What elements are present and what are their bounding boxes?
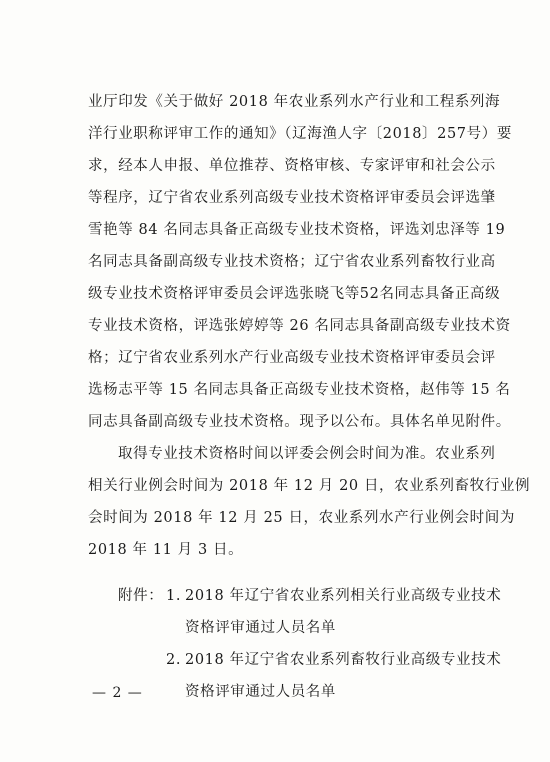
paragraph-line: 选杨志平等 15 名同志具备正高级专业技术资格，赵伟等 15 名 (88, 382, 511, 398)
attachments-label: 附件： (118, 588, 164, 604)
page-number: — 2 — (92, 685, 143, 701)
paragraph-line: 同志具备副高级专业技术资格。现予以公布。具体名单见附件。 (88, 414, 511, 430)
paragraph-line: 名同志具备副高级专业技术资格；辽宁省农业系列畜牧行业高 (88, 254, 496, 270)
attachment-title-line: 资格评审通过人员名单 (185, 620, 336, 636)
paragraph-line: 洋行业职称评审工作的通知》（辽海渔人字〔2018〕257号）要 (88, 126, 512, 142)
attachment-number: 2. (166, 652, 182, 668)
paragraph-line: 求，经本人申报、单位推荐、资格审核、专家评审和社会公示 (88, 158, 496, 174)
attachment-title-line: 资格评审通过人员名单 (185, 684, 336, 700)
paragraph-line: 会时间为 2018 年 12 月 25 日，农业系列水产行业例会时间为 (88, 510, 515, 526)
paragraph-line: 取得专业技术资格时间以评委会例会时间为准。农业系列 (118, 446, 496, 462)
attachment-number: 1. (166, 588, 182, 604)
paragraph-line: 相关行业例会时间为 2018 年 12 月 20 日，农业系列畜牧行业例 (88, 478, 531, 494)
attachment-title-line: 2018 年辽宁省农业系列畜牧行业高级专业技术 (185, 652, 502, 668)
paragraph-line: 格；辽宁省农业系列水产行业高级专业技术资格评审委员会评 (88, 350, 496, 366)
paragraph-line: 级专业技术资格评审委员会评选张晓飞等52名同志具备正高级 (88, 286, 501, 302)
paragraph-line: 专业技术资格，评选张婷婷等 26 名同志具备副高级专业技术资 (88, 318, 511, 334)
paragraph-line: 2018 年 11 月 3 日。 (88, 542, 244, 558)
paragraph-line: 等程序，辽宁省农业系列高级专业技术资格评审委员会评选肇 (88, 190, 496, 206)
paragraph-line: 业厅印发《关于做好 2018 年农业系列水产行业和工程系列海 (88, 94, 501, 110)
paragraph-line: 雪艳等 84 名同志具备正高级专业技术资格，评选刘忠泽等 19 (88, 222, 506, 238)
attachment-title-line: 2018 年辽宁省农业系列相关行业高级专业技术 (185, 588, 502, 604)
